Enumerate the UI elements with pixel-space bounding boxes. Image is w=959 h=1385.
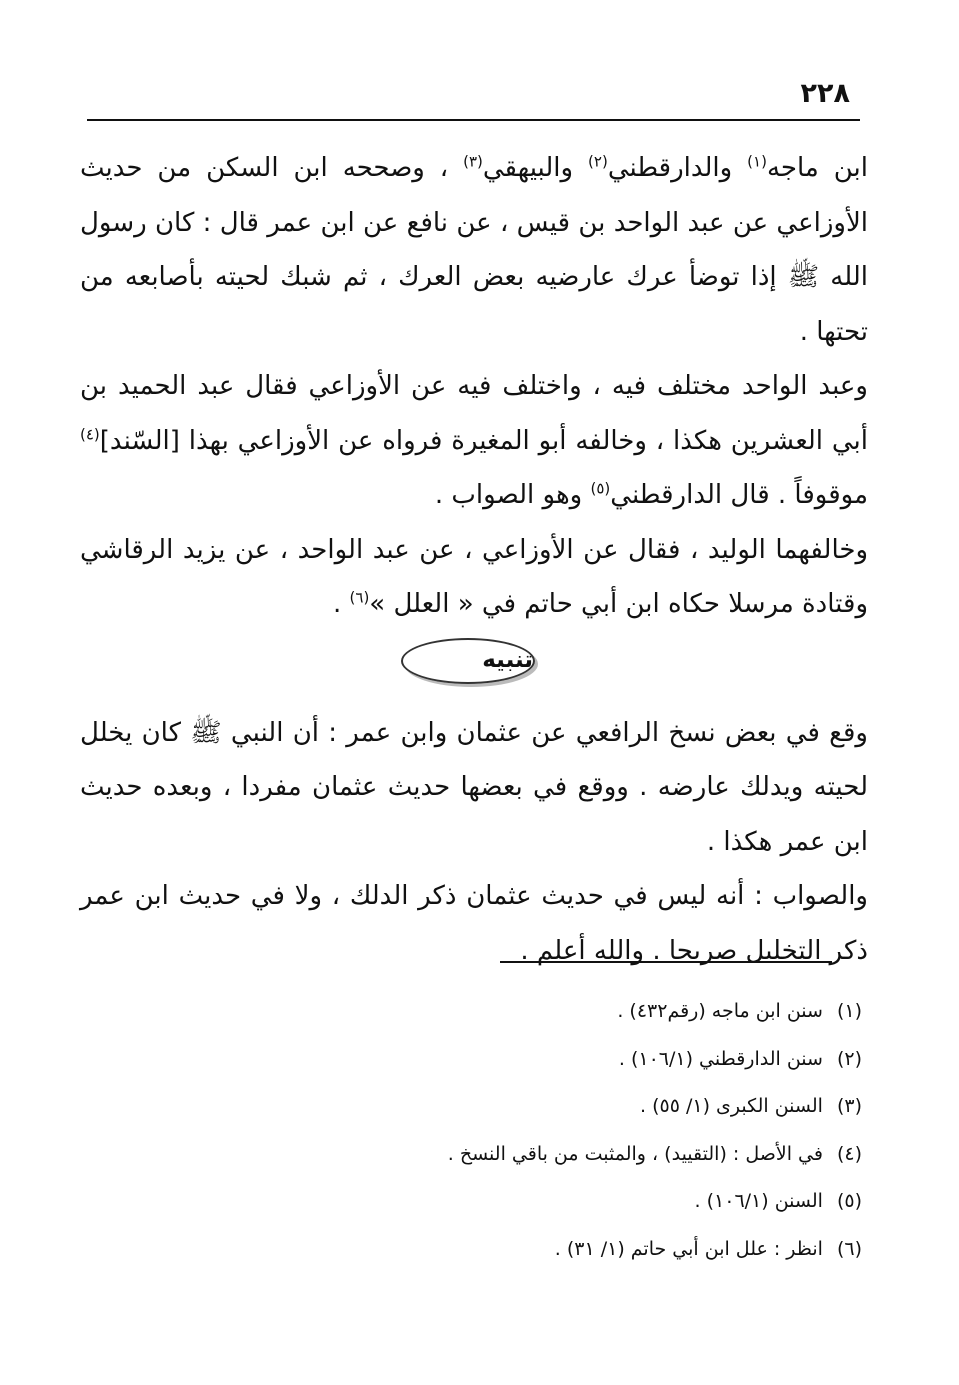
footnote-text: السنن (١٠٦/١) . [694, 1190, 823, 1212]
paragraph-2 [80, 359, 868, 523]
tanbih-paragraph-1: وقع في بعض نسخ الرافعي عن عثمان وابن عمر : أن النبي ﷺ كان يخلل لحيته ويدلك عارضه . ووقع في بعضها حديث عثمان مفردا ، وبعده حديث ابن عمر هكذا . [80, 717, 868, 857]
paragraph-3 [80, 523, 868, 632]
footnote-text: سنن ابن ماجه (رقم٤٣٢) . [617, 1000, 823, 1022]
footnote-ref-3: (٣) [463, 152, 483, 171]
tanbih-badge: تنبيه [401, 638, 535, 684]
footnote-item [160, 1226, 862, 1274]
page-number: ٢٢٨ [800, 78, 850, 109]
footnote-number: (٥) [836, 1190, 862, 1212]
footnote-item [160, 1178, 862, 1226]
text-run: والبيهقي [482, 153, 589, 183]
text-run: ، وصححه ابن السكن من حديث الأوزاعي عن عبد الواحد بن قيس ، عن نافع عن ابن عمر قال : كان رسول الله ﷺ إذا توضأ عرك عارضيه بعض العرك ، ثم شبك لحيته بأصابعه من تحتها . [80, 153, 868, 347]
footnote-number: (٦) [836, 1237, 862, 1260]
footnote-text: في الأصل : (التقييد) ، والمثبت من باقي النسخ . [447, 1142, 823, 1165]
footnote-ref-1: (١) [747, 152, 767, 171]
footnote-number: (١) [836, 1000, 862, 1022]
text-run: والدارقطني [607, 153, 748, 183]
text-run: وعبد الواحد مختلف فيه ، واختلف فيه عن الأوزاعي فقال عبد الحميد بن أبي العشرين هكذا ، وخالفه أبو المغيرة فرواه عن الأوزاعي بهذا [السّند] [80, 371, 868, 456]
header-rule [87, 119, 860, 121]
text-run: موقوفاً . قال الدارقطني [610, 480, 868, 510]
footnotes [160, 988, 862, 1273]
footnote-rule [500, 961, 832, 963]
footnote-text: انظر : علل ابن أبي حاتم (١/ ٣١) . [554, 1237, 823, 1260]
tanbih-heading-row [80, 632, 868, 706]
footnote-number: (٤) [836, 1142, 862, 1165]
footnote-ref-4: (٤) [80, 424, 100, 443]
tanbih-paragraph-2: والصواب : أنه ليس في حديث عثمان ذكر الدلك ، ولا في حديث ابن عمر ذكر التخليل صريحا . والله أعلم . [80, 881, 868, 966]
footnote-item [160, 1036, 862, 1084]
footnote-ref-2: (٢) [588, 152, 608, 171]
footnote-number: (٣) [836, 1095, 862, 1117]
footnote-ref-6: (٦) [349, 588, 370, 607]
main-text [80, 141, 868, 978]
footnote-text: سنن الدارقطني (١٠٦/١) . [618, 1047, 823, 1070]
footnote-item [160, 1131, 862, 1179]
footnote-text: السنن الكبرى (١/ ٥٥) . [639, 1095, 823, 1117]
text-run: وهو الصواب . [434, 480, 591, 510]
paragraph-1 [80, 141, 868, 359]
text-run: . [332, 589, 350, 619]
footnote-ref-5: (٥) [590, 479, 611, 498]
text-run: ابن ماجه [766, 153, 868, 183]
footnote-item [160, 1083, 862, 1131]
footnote-number: (٢) [836, 1047, 862, 1070]
text-run: وخالفهما الوليد ، فقال عن الأوزاعي ، عن عبد الواحد ، عن يزيد الرقاشي وقتادة مرسلا حكاه ابن أبي حاتم في « العلل » [80, 534, 868, 619]
footnote-item [160, 988, 862, 1036]
